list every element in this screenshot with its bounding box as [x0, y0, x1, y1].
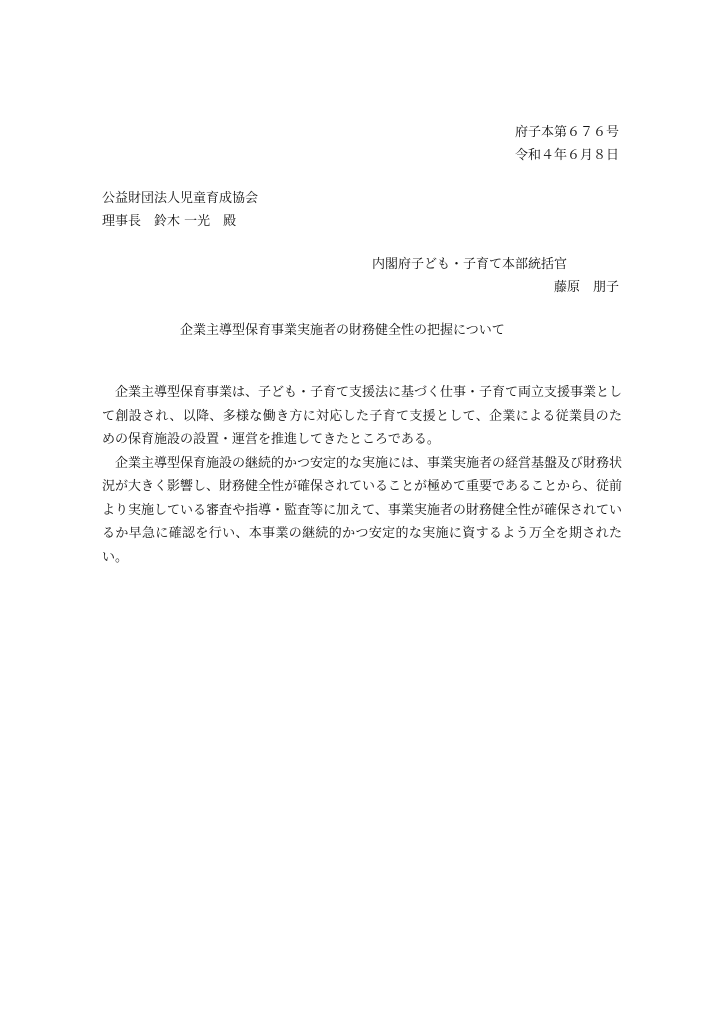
body-paragraph: 企業主導型保育事業は、子ども・子育て支援法に基づく仕事・子育て両立支援事業として創設され、以降、多様な働き方に対応した子育て支援として、企業による従業員のための保育施設の設置・運営を推進してきたところである。: [102, 385, 623, 447]
sender-title: 内閣府子ども・子育て本部統括官: [372, 257, 568, 272]
document-body: [102, 381, 622, 569]
body-paragraph: 企業主導型保育施設の継続的かつ安定的な実施には、事業実施者の経営基盤及び財務状況が大きく影響し、財務健全性が確保されていることが極めて重要であることから、従前より実施している審査や指導・監査等に加えて、事業実施者の財務健全性が確保されているか早急に確認を行い、本事業の継続的かつ安定的な実施に資するよう万全を期されたい。: [102, 455, 623, 565]
document-date: 令和４年６月８日: [514, 148, 619, 163]
recipient-name: 理事長 鈴木 一光 殿: [102, 214, 237, 229]
document-subject: 企業主導型保育事業実施者の財務健全性の把握について: [180, 323, 505, 338]
document-number: 府子本第６７６号: [514, 125, 619, 140]
sender-name: 藤原 朋子: [553, 280, 619, 295]
recipient-organization: 公益財団法人児童育成協会: [102, 191, 259, 206]
